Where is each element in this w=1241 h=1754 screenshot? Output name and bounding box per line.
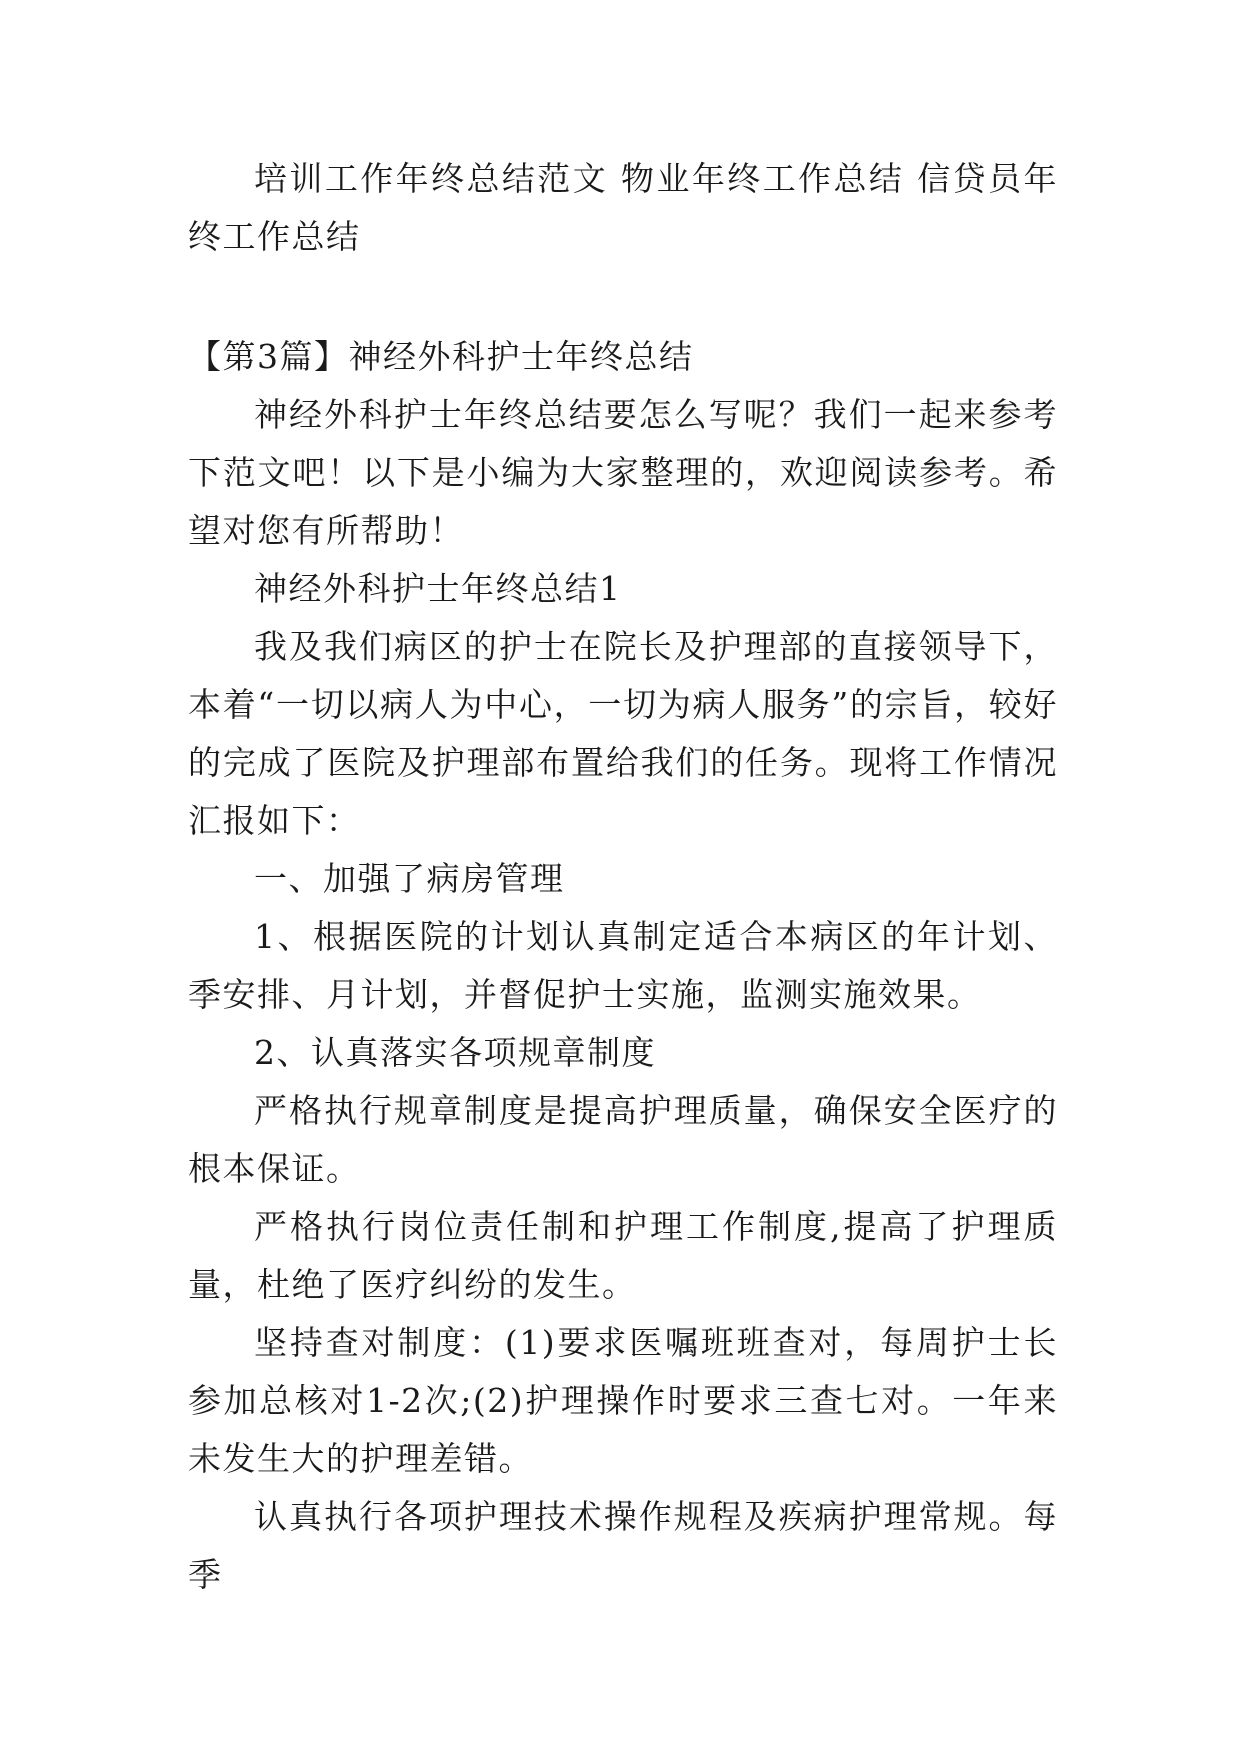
document-page (188, 150, 1058, 1604)
subsection-heading: 2、认真落实各项规章制度 (254, 1033, 656, 1072)
body-paragraph: 严格执行岗位责任制和护理工作制度,提高了护理质量，杜绝了医疗纠纷的发生。 (188, 1207, 1058, 1304)
body-paragraph: 坚持查对制度：(1)要求医嘱班班查对，每周护士长参加总核对1-2次;(2)护理操作时要求三查七对。一年来未发生大的护理差错。 (188, 1323, 1058, 1478)
section-heading: 一、加强了病房管理 (254, 859, 565, 898)
body-paragraph: 我及我们病区的护士在院长及护理部的直接领导下，本着“一切以病人为中心，一切为病人服务”的宗旨，较好的完成了医院及护理部布置给我们的任务。现将工作情况汇报如下： (188, 627, 1058, 840)
body-paragraph: 1、根据医院的计划认真制定适合本病区的年计划、季安排、月计划，并督促护士实施，监测实施效果。 (188, 917, 1058, 1014)
article-heading: 【第3篇】神经外科护士年终总结 (188, 337, 694, 376)
section-gap (188, 266, 1058, 328)
intro-paragraph: 神经外科护士年终总结要怎么写呢？我们一起来参考下范文吧！以下是小编为大家整理的，欢迎阅读参考。希望对您有所帮助！ (188, 395, 1058, 550)
body-paragraph: 严格执行规章制度是提高护理质量，确保安全医疗的根本保证。 (188, 1091, 1058, 1188)
subtitle-paragraph: 神经外科护士年终总结1 (254, 569, 622, 608)
body-paragraph: 认真执行各项护理技术操作规程及疾病护理常规。每季 (188, 1497, 1058, 1594)
related-links-text: 培训工作年终总结范文 物业年终工作总结 信贷员年终工作总结 (188, 159, 1058, 256)
